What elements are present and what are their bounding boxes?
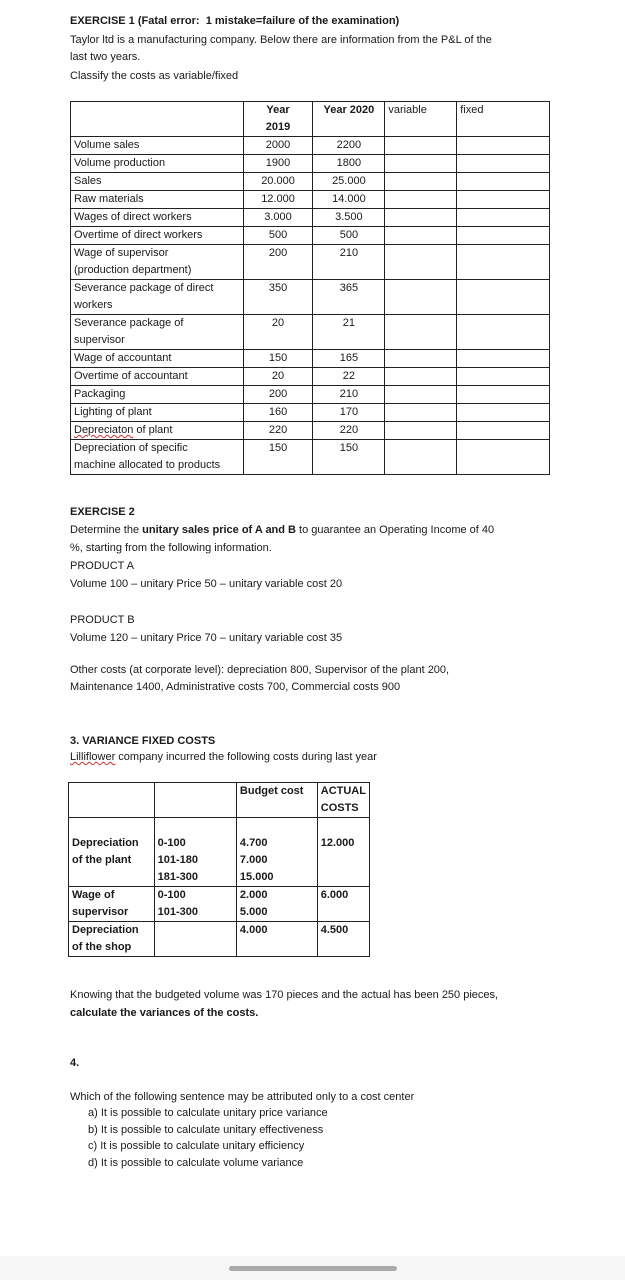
exercise3-intro: Lilliflower company incurred the following costs during last year <box>70 751 377 763</box>
exercise2-title: EXERCISE 2 <box>70 506 135 518</box>
cost-label: Volume production <box>71 155 244 173</box>
home-indicator[interactable] <box>229 1266 397 1271</box>
fixed-cell <box>457 422 550 440</box>
cost-label: Overtime of direct workers <box>71 227 244 245</box>
cost-label: Wage of supervisor (production department) <box>71 245 244 280</box>
value-2019: 150 <box>243 440 313 475</box>
exercise1-title-b: 1 mistake=failure of the examination) <box>205 15 400 27</box>
fixed-cell <box>457 191 550 209</box>
cost-label: Depreciation of specific machine allocated to products <box>71 440 244 475</box>
table-row <box>71 422 550 440</box>
cost-label: Lighting of plant <box>71 404 244 422</box>
option-b: b) It is possible to calculate unitary effectiveness <box>88 1123 324 1136</box>
cost-label: Sales <box>71 173 244 191</box>
exercise3-title: 3. VARIANCE FIXED COSTS <box>70 735 216 747</box>
value-2020: 14.000 <box>313 191 385 209</box>
fixed-cell <box>457 209 550 227</box>
value-2019: 20.000 <box>243 173 313 191</box>
option-a: a) It is possible to calculate unitary price variance <box>88 1107 328 1119</box>
value-2019: 20 <box>243 315 313 350</box>
variable-cell <box>385 280 457 315</box>
table-header-row <box>71 102 550 137</box>
variable-cell <box>385 191 457 209</box>
value-2020: 500 <box>313 227 385 245</box>
table-row <box>71 386 550 404</box>
value-2020: 22 <box>313 368 385 386</box>
value-2020: 165 <box>313 350 385 368</box>
fixed-cell <box>457 137 550 155</box>
cost-label: Severance package of direct workers <box>71 280 244 315</box>
value-2020: 365 <box>313 280 385 315</box>
fixed-cell <box>457 280 550 315</box>
table-row <box>71 350 550 368</box>
value-2019: 3.000 <box>243 209 313 227</box>
table-row <box>71 173 550 191</box>
exercise2-line1: Determine the unitary sales price of A and B to guarantee an Operating Income of 40 <box>70 524 495 536</box>
exercise4-options <box>88 1105 328 1171</box>
variable-cell <box>385 368 457 386</box>
fixed-cell <box>457 440 550 475</box>
cost-label: Raw materials <box>71 191 244 209</box>
product-b-title: PRODUCT B <box>70 614 135 626</box>
cost-label: Depreciaton of plant <box>71 422 244 440</box>
exercise4-question: Which of the following sentence may be attributed only to a cost center <box>70 1091 415 1103</box>
value-2019: 1900 <box>243 155 313 173</box>
value-2019: 500 <box>243 227 313 245</box>
fixed-cell <box>457 227 550 245</box>
table-row <box>71 137 550 155</box>
variance-fixed-costs-table <box>68 782 370 957</box>
variable-cell <box>385 422 457 440</box>
other-costs-line1: Other costs (at corporate level): depreciation 800, Supervisor of the plant 200, <box>70 664 450 676</box>
fixed-cell <box>457 386 550 404</box>
header-actual-costs: ACTUAL COSTS <box>317 783 369 818</box>
table-row-wage-supervisor: Wage of supervisor 0-100 101-300 2.000 5.000 6.000 <box>69 887 370 922</box>
variable-cell <box>385 404 457 422</box>
value-2020: 2200 <box>313 137 385 155</box>
variable-cell <box>385 315 457 350</box>
table-row <box>71 404 550 422</box>
company-name: Lilliflower <box>70 751 116 763</box>
variable-cell <box>385 173 457 191</box>
value-2019: 200 <box>243 245 313 280</box>
other-costs-line2: Maintenance 1400, Administrative costs 700, Commercial costs 900 <box>70 681 401 693</box>
table-row-depreciation-plant: Depreciation of the plant 0-100 101-180 181-300 4.700 7.000 15.000 12.000 <box>69 818 370 887</box>
exercise4-number: 4. <box>70 1057 80 1069</box>
product-a-desc: Volume 100 – unitary Price 50 – unitary variable cost 20 <box>70 578 343 590</box>
exercise3-note2: calculate the variances of the costs. <box>70 1007 259 1019</box>
variable-cell <box>385 350 457 368</box>
cost-label: Wages of direct workers <box>71 209 244 227</box>
value-2020: 220 <box>313 422 385 440</box>
value-2020: 3.500 <box>313 209 385 227</box>
option-d: d) It is possible to calculate volume variance <box>88 1156 304 1169</box>
fixed-cell <box>457 245 550 280</box>
variable-cell <box>385 245 457 280</box>
fixed-cell <box>457 350 550 368</box>
value-2019: 150 <box>243 350 313 368</box>
cost-label: Volume sales <box>71 137 244 155</box>
value-2019: 12.000 <box>243 191 313 209</box>
cost-label: Packaging <box>71 386 244 404</box>
table-header-row <box>69 783 370 818</box>
table-row <box>71 191 550 209</box>
header-year2020: Year 2020 <box>313 102 385 137</box>
header-fixed: fixed <box>457 102 550 137</box>
value-2020: 21 <box>313 315 385 350</box>
variable-cell <box>385 209 457 227</box>
exercise2-line2: %, starting from the following information. <box>70 542 272 554</box>
fixed-cell <box>457 155 550 173</box>
exercise1-line3: Classify the costs as variable/fixed <box>70 70 239 82</box>
variable-cell <box>385 386 457 404</box>
value-2019: 20 <box>243 368 313 386</box>
table-row-depreciation-shop: Depreciation of the shop 4.000 4.500 <box>69 922 370 957</box>
value-2020: 25.000 <box>313 173 385 191</box>
fixed-cell <box>457 404 550 422</box>
value-2020: 150 <box>313 440 385 475</box>
value-2020: 170 <box>313 404 385 422</box>
header-budget-cost: Budget cost <box>236 783 317 818</box>
fixed-cell <box>457 368 550 386</box>
cost-classification-table <box>70 101 550 475</box>
exercise1-line2: last two years. <box>70 51 141 63</box>
value-2019: 200 <box>243 386 313 404</box>
value-2019: 2000 <box>243 137 313 155</box>
table-row <box>71 245 550 280</box>
cost-label: Wage of accountant <box>71 350 244 368</box>
option-c: c) It is possible to calculate unitary efficiency <box>88 1140 305 1152</box>
variable-cell <box>385 440 457 475</box>
value-2020: 210 <box>313 386 385 404</box>
variable-cell <box>385 227 457 245</box>
exercise1-line1: Taylor ltd is a manufacturing company. Below there are information from the P&L of the <box>70 34 492 46</box>
variable-cell <box>385 155 457 173</box>
header-year2019: Year 2019 <box>243 102 313 137</box>
fixed-cell <box>457 315 550 350</box>
value-2019: 160 <box>243 404 313 422</box>
variable-cell <box>385 137 457 155</box>
product-a-title: PRODUCT A <box>70 560 134 572</box>
table-row <box>71 315 550 350</box>
fixed-cell <box>457 173 550 191</box>
table-row <box>71 227 550 245</box>
table-row <box>71 440 550 475</box>
table-row <box>71 209 550 227</box>
table-row <box>71 368 550 386</box>
cost-label: Overtime of accountant <box>71 368 244 386</box>
product-b-desc: Volume 120 – unitary Price 70 – unitary variable cost 35 <box>70 632 343 644</box>
value-2020: 210 <box>313 245 385 280</box>
table-row <box>71 280 550 315</box>
value-2020: 1800 <box>313 155 385 173</box>
header-variable: variable <box>385 102 457 137</box>
value-2019: 220 <box>243 422 313 440</box>
value-2019: 350 <box>243 280 313 315</box>
exercise1-title <box>70 13 399 30</box>
cost-label: Severance package of supervisor <box>71 315 244 350</box>
exercise1-title-a: EXERCISE 1 (Fatal error: <box>70 15 200 27</box>
table-row <box>71 155 550 173</box>
exercise3-note1: Knowing that the budgeted volume was 170 pieces and the actual has been 250 pieces, <box>70 989 499 1001</box>
